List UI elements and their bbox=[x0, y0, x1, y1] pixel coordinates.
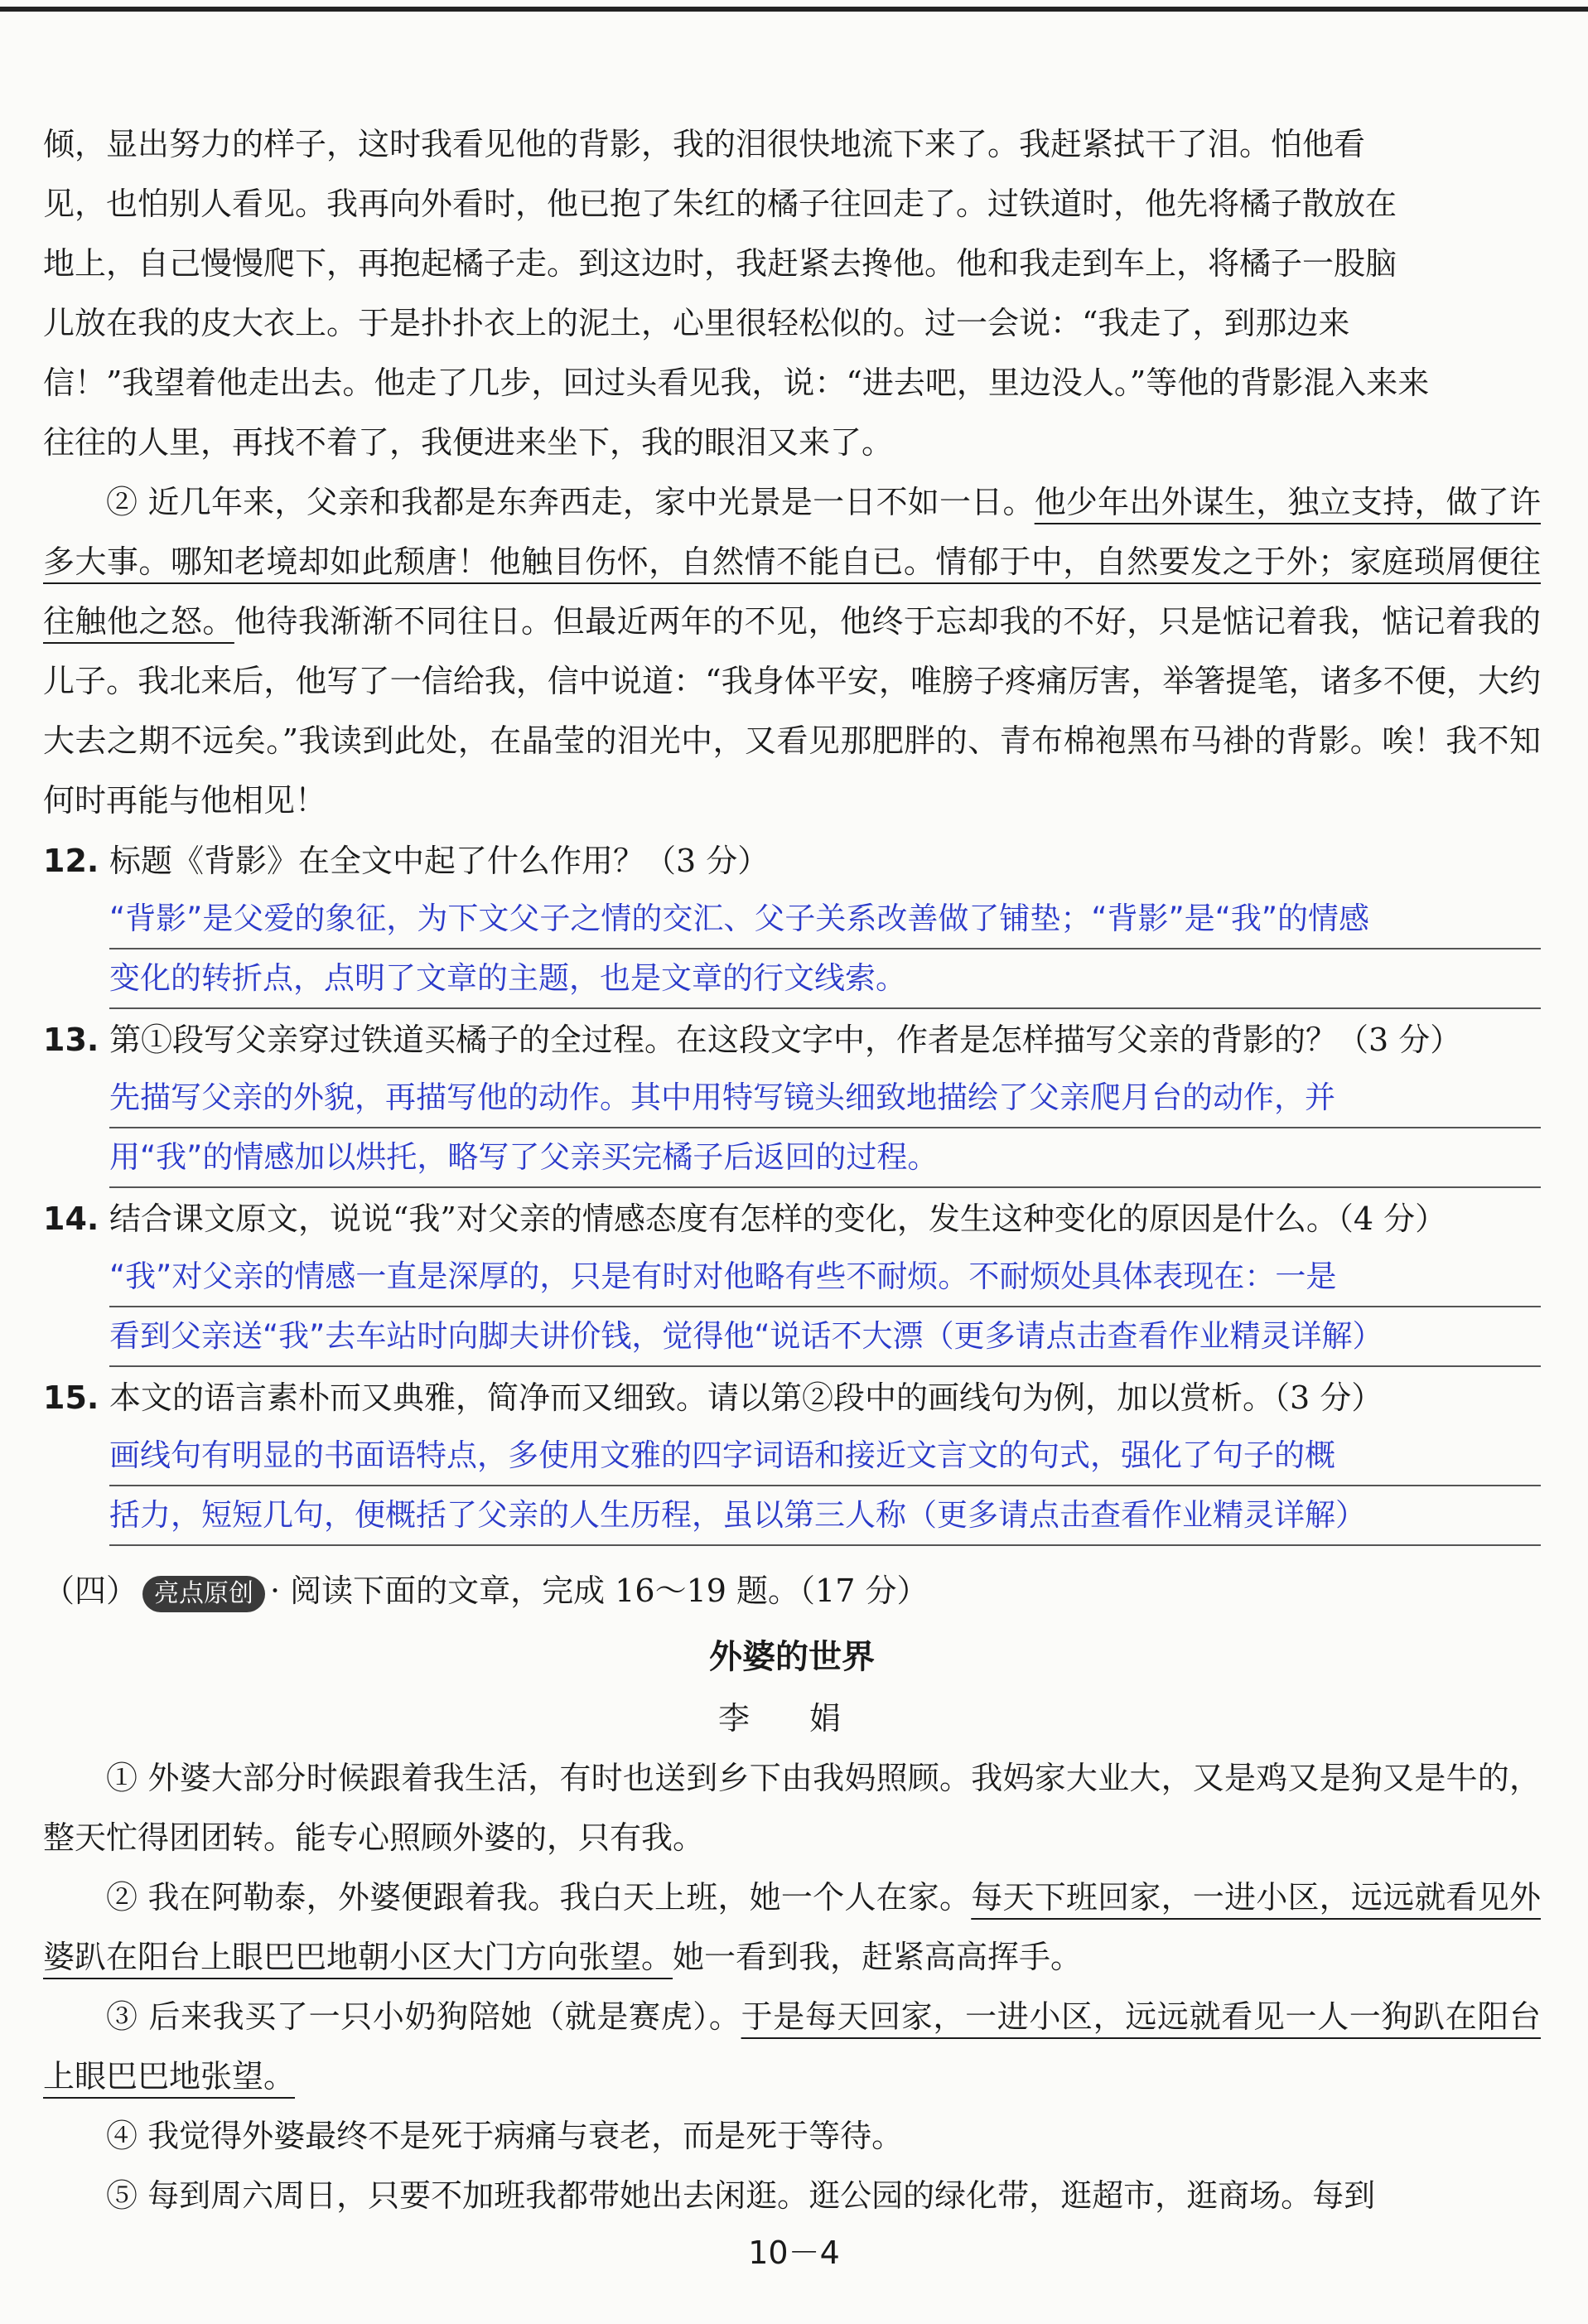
article-paragraph-5: ⑤ 每到周六周日，只要不加班我都带她出去闲逛。逛公园的绿化带，逛超市，逛商场。每到 bbox=[106, 2177, 1376, 2214]
article-paragraph-1: ① 外婆大部分时候跟着我生活，有时也送到乡下由我妈照顾。我妈家大业大，又是鸡又是狗又是牛的，整天忙得团团转。能专心照顾外婆的，只有我。 bbox=[43, 1760, 1541, 1856]
text-line: 倾，显出努力的样子，这时我看见他的背影，我的泪很快地流下来了。我赶紧拭干了泪。怕他看 bbox=[43, 126, 1366, 162]
underlined-sentence: 他少年出外谋生，独立支持，做了许多大事。哪知老境却如此颓唐！他触目伤怀，自然情不能自已。情郁于中，自然要发之于外；家庭琐屑便往往触他之怒。 bbox=[43, 484, 1541, 640]
underlined-sentence: 于是每天回家，一进小区，远远就看见一人一狗趴在阳台上眼巴巴地张望。 bbox=[43, 1998, 1541, 2094]
section-4-header bbox=[43, 1561, 1541, 1621]
paragraph-text: 他待我渐渐不同往日。但最近两年的不见，他终于忘却我的不好，只是惦记着我，惦记着我的儿子。我北来后，他写了一信给我，信中说道：“我身体平安，唯膀子疼痛厉害，举箸提笔，诸多不便，大约大去之期不远矣。”我读到此处，在晶莹的泪光中，又看见那肥胖的、青布棉袍黑布马褂的背影。唉！我不知何时再能与他相见！ bbox=[43, 603, 1541, 819]
text-line: 见，也怕别人看见。我再向外看时，他已抱了朱红的橘子往回走了。过铁道时，他先将橘子散放在 bbox=[43, 186, 1397, 222]
paragraph-text: ② 近几年来，父亲和我都是东奔西走，家中光景是一日不如一日。 bbox=[106, 484, 1035, 520]
question-14 bbox=[43, 1190, 1541, 1367]
underlined-sentence: 每天下班回家，一进小区，远远就看见外婆趴在阳台上眼巴巴地朝小区大门方向张望。 bbox=[43, 1879, 1541, 1975]
answer-line: 先描写父亲的外貌，再描写他的动作。其中用特写镜头细致地描绘了父亲爬月台的动作，并 bbox=[109, 1069, 1541, 1128]
answer-line: 变化的转折点，点明了文章的主题，也是文章的行文线索。 bbox=[109, 949, 1541, 1009]
answer-line: 括力，短短几句，便概括了父亲的人生历程，虽以第三人称（更多请点击查看作业精灵详解） bbox=[109, 1486, 1541, 1546]
paragraph-text: 她一看到我，赶紧高高挥手。 bbox=[673, 1939, 1083, 1975]
passage-paragraph-2 bbox=[43, 472, 1541, 830]
question-text: 结合课文原文，说说“我”对父亲的情感态度有怎样的变化，发生这种变化的原因是什么。（4 分） bbox=[109, 1201, 1447, 1237]
question-text: 第①段写父亲穿过铁道买橘子的全过程。在这段文字中，作者是怎样描写父亲的背影的？（3 分） bbox=[109, 1022, 1462, 1058]
article-title: 外婆的世界 bbox=[709, 1638, 875, 1676]
section-label: （四） bbox=[43, 1573, 138, 1609]
question-text: 标题《背影》在全文中起了什么作用？（3 分） bbox=[109, 843, 770, 879]
question-12 bbox=[43, 832, 1541, 1009]
answer-line: 用“我”的情感加以烘托，略写了父亲买完橘子后返回的过程。 bbox=[109, 1128, 1541, 1188]
text-line: 信！”我望着他走出去。他走了几步，回过头看见我，说：“进去吧，里边没人。”等他的背影混入来来 bbox=[43, 365, 1430, 401]
section-instruction: · 阅读下面的文章，完成 16～19 题。（17 分） bbox=[270, 1573, 929, 1609]
highlight-original-badge: 亮点原创 bbox=[142, 1576, 265, 1612]
document-page bbox=[43, 114, 1541, 2225]
text-line: 儿放在我的皮大衣上。于是扑扑衣上的泥土，心里很轻松似的。过一会说：“我走了，到那边来 bbox=[43, 305, 1350, 341]
passage-paragraph-1 bbox=[43, 114, 1541, 472]
text-line: 地上，自己慢慢爬下，再抱起橘子走。到这边时，我赶紧去搀他。他和我走到车上，将橘子一股脑 bbox=[43, 245, 1397, 282]
article-paragraph-4: ④ 我觉得外婆最终不是死于病痛与衰老，而是死于等待。 bbox=[106, 2118, 904, 2154]
answer-line: “背影”是父爱的象征，为下文父子之情的交汇、父子关系改善做了铺垫；“背影”是“我”的情感 bbox=[109, 890, 1541, 949]
question-number: 14. bbox=[43, 1201, 99, 1237]
question-text: 本文的语言素朴而又典雅，简净而又细致。请以第②段中的画线句为例，加以赏析。（3 分） bbox=[109, 1379, 1383, 1416]
page-number: 10－4 bbox=[748, 2235, 840, 2271]
question-number: 12. bbox=[43, 843, 99, 879]
article-paragraph-2 bbox=[43, 1867, 1541, 1987]
answer-line: “我”对父亲的情感一直是深厚的，只是有时对他略有些不耐烦。不耐烦处具体表现在：一是 bbox=[109, 1248, 1541, 1307]
paragraph-text: ③ 后来我买了一只小奶狗陪她（就是赛虎）。 bbox=[106, 1998, 741, 2035]
article-paragraph-3 bbox=[43, 1987, 1541, 2106]
question-15 bbox=[43, 1369, 1541, 1546]
article-author: 李 娟 bbox=[717, 1700, 866, 1737]
top-border-line bbox=[0, 7, 1588, 12]
question-number: 15. bbox=[43, 1379, 99, 1416]
answer-line: 看到父亲送“我”去车站时向脚夫讲价钱，觉得他“说话不大漂（更多请点击查看作业精灵详解） bbox=[109, 1307, 1541, 1367]
paragraph-text: ② 我在阿勒泰，外婆便跟着我。我白天上班，她一个人在家。 bbox=[106, 1879, 972, 1916]
answer-line: 画线句有明显的书面语特点，多使用文雅的四字词语和接近文言文的句式，强化了句子的概 bbox=[109, 1427, 1541, 1486]
question-number: 13. bbox=[43, 1022, 99, 1058]
text-line: 往往的人里，再找不着了，我便进来坐下，我的眼泪又来了。 bbox=[43, 424, 894, 461]
question-13 bbox=[43, 1011, 1541, 1188]
